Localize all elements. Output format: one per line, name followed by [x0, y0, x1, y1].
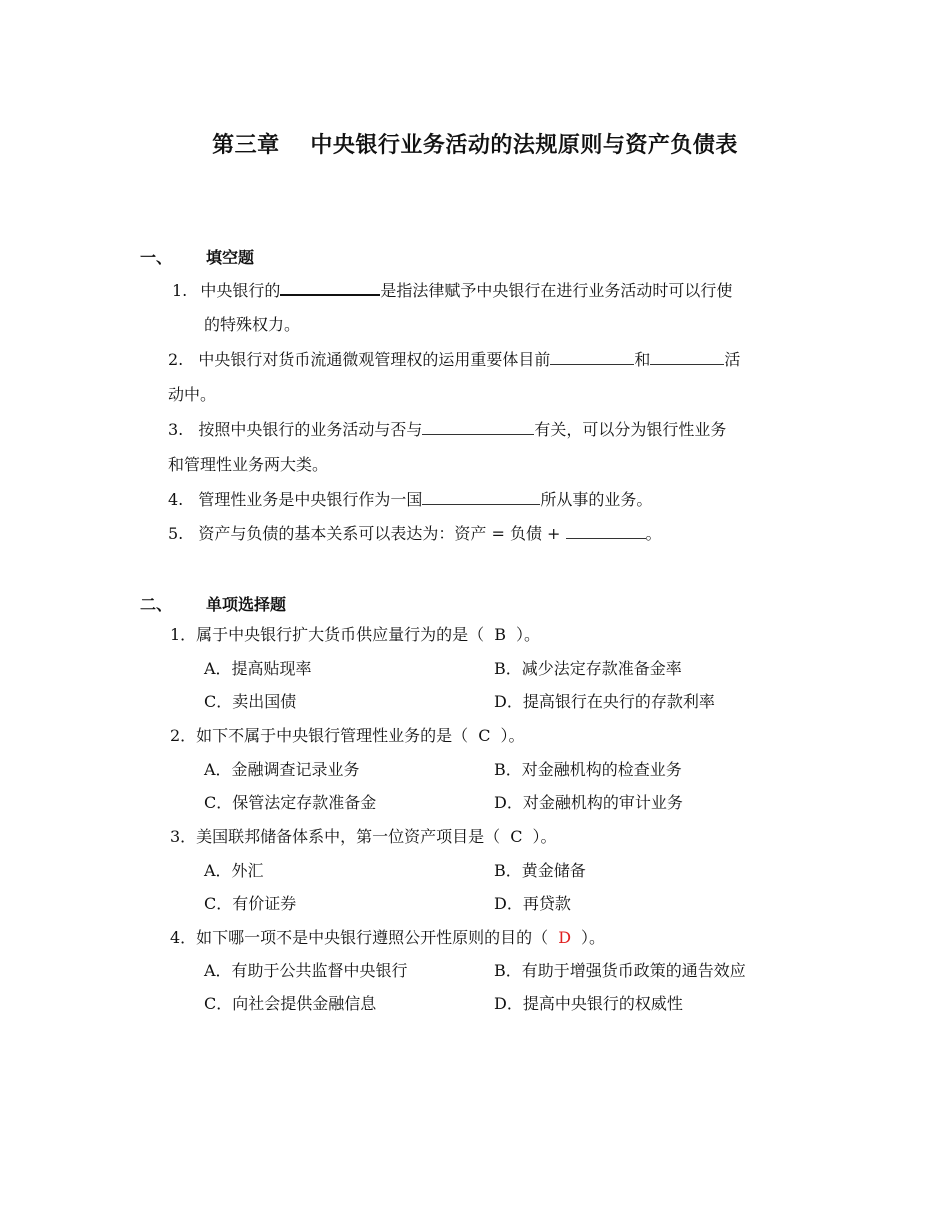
answer-blank[interactable] [280, 278, 380, 296]
fill-question-1-continued: 的特殊权力。 [204, 315, 301, 334]
question-text: 。 [645, 524, 662, 543]
answer-letter: B [494, 625, 506, 644]
question-text: 中央银行对货币流通微观管理权的运用重要体目前 [198, 350, 551, 369]
fill-question-1 [172, 278, 732, 302]
fill-question-5 [168, 522, 662, 545]
question-stem: 3．美国联邦储备体系中，第一位资产项目是（ [170, 827, 501, 846]
question-stem: 4．如下哪一项不是中央银行遵照公开性原则的目的（ [170, 928, 549, 947]
question-text: 中央银行的 [200, 281, 281, 300]
section-title: 单项选择题 [206, 595, 287, 614]
question-text: 活 [724, 350, 741, 369]
section-fill-in-blank-heading [140, 245, 254, 268]
option-a[interactable]: A．外汇 [204, 861, 264, 880]
option-b[interactable]: B．黄金储备 [494, 861, 586, 880]
option-d[interactable]: D．提高银行在央行的存款利率 [494, 692, 715, 711]
option-a[interactable]: A．提高贴现率 [204, 659, 312, 678]
answer-blank[interactable] [650, 348, 724, 365]
question-text: 是指法律赋予中央银行在进行业务活动时可以行使 [380, 281, 733, 300]
question-number: 1. [172, 281, 188, 300]
question-stem-end: ）。 [500, 726, 525, 745]
section-single-choice-heading [140, 592, 286, 615]
option-c[interactable]: C．卖出国债 [204, 692, 297, 711]
answer-letter: C [478, 726, 491, 745]
choice-question-2 [170, 725, 524, 747]
option-d[interactable]: D．再贷款 [494, 894, 571, 913]
answer-blank[interactable] [422, 488, 540, 505]
question-text: 所从事的业务。 [540, 490, 653, 509]
option-a[interactable]: A．有助于公共监督中央银行 [204, 961, 408, 980]
option-b[interactable]: B．有助于增强货币政策的通告效应 [494, 961, 746, 980]
question-text: 管理性业务是中央银行作为一国 [198, 490, 423, 509]
option-d[interactable]: D．对金融机构的审计业务 [494, 793, 683, 812]
question-stem-end: ）。 [581, 928, 606, 947]
question-text: 按照中央银行的业务活动与否与 [198, 420, 423, 439]
choice-question-3 [170, 826, 556, 848]
fill-question-3-continued: 和管理性业务两大类。 [168, 455, 329, 474]
question-text: 资产与负债的基本关系可以表达为：资产 = 负债 + [198, 524, 566, 543]
question-number: 2. [168, 350, 184, 369]
fill-question-4 [168, 488, 652, 511]
option-b[interactable]: B．对金融机构的检查业务 [494, 760, 682, 779]
fill-question-2-continued: 动中。 [168, 385, 217, 404]
question-text: 和 [634, 350, 651, 369]
answer-letter-highlighted: D [558, 928, 572, 947]
fill-question-2 [168, 348, 740, 371]
option-d[interactable]: D．提高中央银行的权威性 [494, 994, 683, 1013]
chapter-title: 第三章 中央银行业务活动的法规原则与资产负债表 [212, 133, 738, 158]
question-text: 有关，可以分为银行性业务 [534, 420, 727, 439]
answer-blank[interactable] [566, 522, 646, 539]
question-stem-end: ）。 [532, 827, 557, 846]
option-c[interactable]: C．有价证券 [204, 894, 297, 913]
question-number: 3. [168, 420, 184, 439]
section-number: 二、 [140, 595, 173, 614]
answer-blank[interactable] [422, 418, 534, 435]
choice-question-4 [170, 927, 605, 949]
option-c[interactable]: C．向社会提供金融信息 [204, 994, 377, 1013]
question-stem: 1．属于中央银行扩大货币供应量行为的是（ [170, 625, 485, 644]
answer-blank[interactable] [550, 348, 634, 365]
choice-question-1 [170, 624, 540, 646]
answer-letter: C [510, 827, 523, 846]
question-number: 4. [168, 490, 184, 509]
option-a[interactable]: A．金融调查记录业务 [204, 760, 360, 779]
option-b[interactable]: B．减少法定存款准备金率 [494, 659, 682, 678]
question-number: 5. [168, 524, 184, 543]
question-stem-end: ）。 [515, 625, 540, 644]
section-number: 一、 [140, 248, 173, 267]
section-title: 填空题 [206, 248, 255, 267]
fill-question-3 [168, 418, 726, 441]
option-c[interactable]: C．保管法定存款准备金 [204, 793, 377, 812]
question-stem: 2．如下不属于中央银行管理性业务的是（ [170, 726, 469, 745]
